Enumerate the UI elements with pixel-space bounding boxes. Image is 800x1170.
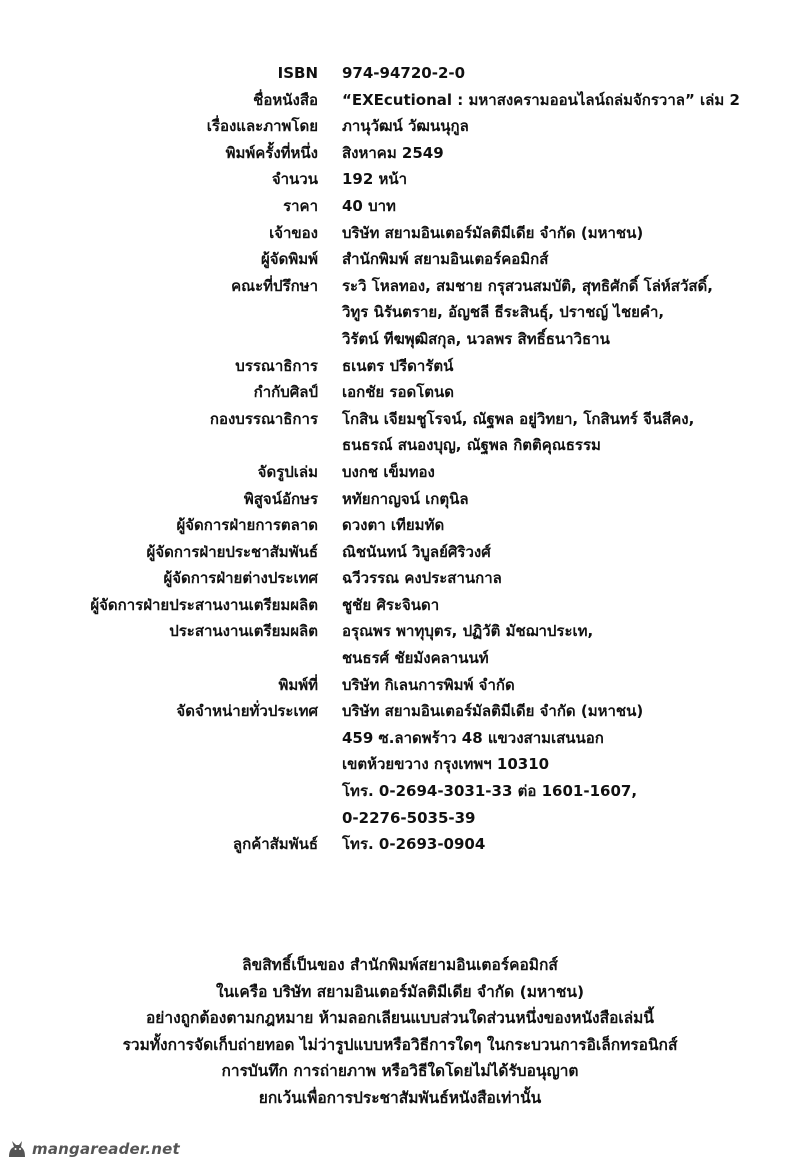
colophon-label: จำนวน	[271, 170, 318, 189]
colophon-row	[0, 618, 800, 671]
colophon-row	[0, 353, 800, 380]
colophon-value: ฉวีวรรณ คงประสานกาล	[342, 569, 502, 588]
colophon-value: ชูชัย ศิระจินดา	[342, 595, 440, 614]
colophon-value: โทร. 0-2693-0904	[342, 835, 486, 854]
colophon-value: เขตห้วยขวาง กรุงเทพฯ 10310	[342, 755, 550, 774]
colophon-label: ชื่อหนังสือ	[253, 90, 318, 109]
colophon-label: เรื่องและภาพโดย	[206, 117, 318, 136]
colophon-label: ราคา	[283, 196, 318, 215]
colophon-row	[0, 379, 800, 406]
colophon-label: จัดรูปเล่ม	[257, 462, 318, 481]
colophon-value: วิรัตน์ ทีฆพุฒิสกุล, นวลพร สิทธิ์ธนาวิธาน	[342, 329, 610, 348]
colophon-row	[0, 193, 800, 220]
colophon-rows	[0, 60, 800, 858]
colophon-value: 192 หน้า	[342, 170, 408, 189]
colophon-row	[0, 831, 800, 858]
colophon-row	[0, 592, 800, 619]
colophon-row	[0, 140, 800, 167]
colophon-label: ผู้จัดการฝ่ายประสานงานเตรียมผลิต	[90, 595, 318, 614]
colophon-row	[0, 87, 800, 114]
copyright-lines	[0, 952, 800, 1112]
colophon-values	[342, 273, 792, 353]
colophon-values	[342, 220, 792, 247]
colophon-label: ประสานงานเตรียมผลิต	[169, 622, 318, 641]
colophon-values	[342, 539, 792, 566]
colophon-values	[342, 406, 792, 459]
colophon-values	[342, 565, 792, 592]
colophon-row	[0, 406, 800, 459]
colophon-values	[342, 698, 792, 831]
colophon-value: ณิชนันทน์ วิบูลย์ศิริวงศ์	[342, 542, 491, 561]
colophon-value: สำนักพิมพ์ สยามอินเตอร์คอมิกส์	[342, 250, 549, 269]
colophon-value: บริษัท กิเลนการพิมพ์ จำกัด	[342, 675, 515, 694]
colophon-values	[342, 459, 792, 486]
colophon-value: โทร. 0-2694-3031-33 ต่อ 1601-1607,	[342, 782, 638, 801]
colophon-row	[0, 539, 800, 566]
colophon-label: ผู้จัดการฝ่ายต่างประเทศ	[163, 569, 318, 588]
colophon-row	[0, 166, 800, 193]
colophon-value: ดวงตา เทียมทัด	[342, 516, 445, 535]
colophon-row	[0, 273, 800, 353]
colophon-value: ธเนตร ปรีดารัตน์	[342, 356, 454, 375]
colophon-values	[342, 379, 792, 406]
colophon-label: เจ้าของ	[269, 223, 318, 242]
colophon-values	[342, 592, 792, 619]
colophon-values	[342, 166, 792, 193]
colophon-value: ธนธรณ์ สนองบุญ, ณัฐพล กิตติคุณธรรม	[342, 436, 601, 455]
watermark[interactable]	[6, 1138, 180, 1160]
colophon-row	[0, 246, 800, 273]
colophon-row	[0, 672, 800, 699]
colophon-values	[342, 87, 792, 114]
colophon-value: โกสิน เจียมชูโรจน์, ณัฐพล อยู่วิทยา, โกสินทร์ จีนสีคง,	[342, 409, 695, 428]
copyright-line: อย่างถูกต้องตามกฎหมาย ห้ามลอกเลียนแบบส่วนใดส่วนหนึ่งของหนังสือเล่มนี้	[145, 1009, 654, 1028]
colophon-label: กำกับศิลป์	[253, 383, 318, 402]
colophon-value: บริษัท สยามอินเตอร์มัลติมีเดีย จำกัด (มหาชน)	[342, 223, 644, 242]
colophon-values	[342, 672, 792, 699]
colophon-value: 459 ซ.ลาดพร้าว 48 แขวงสามเสนนอก	[342, 728, 604, 747]
colophon-label: ลูกค้าสัมพันธ์	[232, 835, 318, 854]
copyright-line: ยกเว้นเพื่อการประชาสัมพันธ์หนังสือเท่านั้น	[258, 1088, 542, 1107]
colophon-row	[0, 113, 800, 140]
colophon-label: กองบรรณาธิการ	[209, 409, 318, 428]
colophon-values	[342, 193, 792, 220]
colophon-value: 0-2276-5035-39	[342, 808, 476, 827]
colophon-value: “EXEcutional : มหาสงครามออนไลน์ถล่มจักรวาล” เล่ม 2	[342, 90, 740, 109]
colophon-row	[0, 565, 800, 592]
colophon-label: คณะที่ปรึกษา	[231, 276, 318, 295]
colophon-value: เอกชัย รอดโตนด	[342, 383, 455, 402]
colophon-label: บรรณาธิการ	[235, 356, 318, 375]
colophon-values	[342, 512, 792, 539]
colophon-label: พิสูจน์อักษร	[243, 489, 318, 508]
colophon-values	[342, 60, 792, 87]
colophon-label: พิมพ์ครั้งที่หนึ่ง	[225, 143, 318, 162]
colophon-label: ผู้จัดการฝ่ายการตลาด	[176, 516, 318, 535]
colophon-values	[342, 618, 792, 671]
colophon-label: จัดจำหน่ายทั่วประเทศ	[176, 702, 318, 721]
colophon-value: อรุณพร พาทุบุตร, ปฏิวัติ มัชฌาประเท,	[342, 622, 594, 641]
copyright-line: รวมทั้งการจัดเก็บถ่ายทอด ไม่ว่ารูปแบบหรือวิธีการใดๆ ในกระบวนการอิเล็กทรอนิกส์	[122, 1035, 678, 1054]
colophon-value: บริษัท สยามอินเตอร์มัลติมีเดีย จำกัด (มหาชน)	[342, 702, 644, 721]
colophon-label: พิมพ์ที่	[278, 675, 318, 694]
colophon-value: บงกช เข็มทอง	[342, 462, 435, 481]
colophon-value: 40 บาท	[342, 196, 396, 215]
colophon-values	[342, 831, 792, 858]
colophon-value: หทัยกาญจน์ เกตุนิล	[342, 489, 469, 508]
colophon-value: ชนธรศ์ ชัยมังคลานนท์	[342, 649, 489, 668]
colophon-value: สิงหาคม 2549	[342, 143, 444, 162]
colophon-values	[342, 113, 792, 140]
colophon-row	[0, 60, 800, 87]
colophon-value: วิทูร นิรันตราย, อัญชลี ธีระสินธุ์, ปราชญ์ ไชยคำ,	[342, 303, 665, 322]
colophon-row	[0, 512, 800, 539]
colophon-values	[342, 486, 792, 513]
colophon-values	[342, 140, 792, 167]
colophon-row	[0, 486, 800, 513]
copyright-line: ลิขสิทธิ์เป็นของ สำนักพิมพ์สยามอินเตอร์คอมิกส์	[242, 956, 558, 974]
colophon-label: ผู้จัดการฝ่ายประชาสัมพันธ์	[146, 542, 318, 561]
colophon-row	[0, 459, 800, 486]
cat-silhouette-icon	[6, 1138, 28, 1160]
watermark-text: mangareader.net	[32, 1140, 180, 1158]
colophon-values	[342, 353, 792, 380]
colophon-value: 974-94720-2-0	[342, 64, 466, 82]
colophon	[0, 60, 800, 858]
colophon-row	[0, 220, 800, 247]
colophon-row	[0, 698, 800, 831]
colophon-label: ผู้จัดพิมพ์	[261, 250, 318, 269]
copyright-line: ในเครือ บริษัท สยามอินเตอร์มัลติมีเดีย จำกัด (มหาชน)	[215, 982, 585, 1001]
copyright-line: การบันทึก การถ่ายภาพ หรือวิธีใดโดยไม่ได้รับอนุญาต	[221, 1062, 579, 1081]
colophon-values	[342, 246, 792, 273]
colophon-value: ภานุวัฒน์ วัฒนนุกูล	[342, 117, 469, 136]
copyright-notice	[0, 952, 800, 1112]
colophon-label: ISBN	[277, 64, 318, 82]
colophon-value: ระวิ โหลทอง, สมชาย กรุสวนสมบัติ, สุทธิศักดิ์ โล่ห์สวัสดิ์,	[342, 276, 713, 295]
